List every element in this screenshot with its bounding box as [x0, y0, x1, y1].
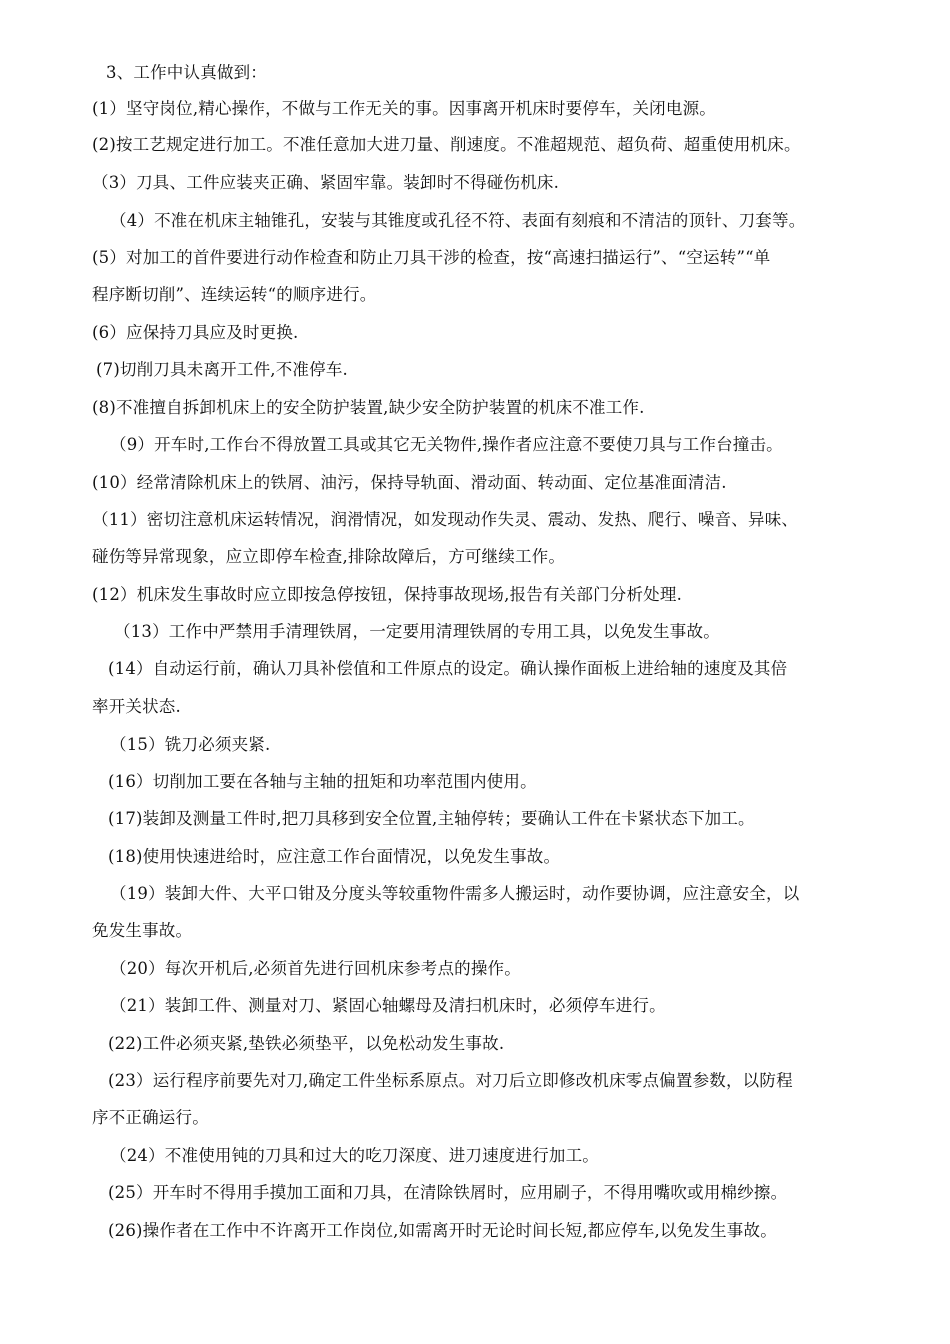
rule-item-19-line-2: 免发生事故。 — [92, 921, 193, 940]
rule-item-24: （24）不准使用钝的刀具和过大的吃刀深度、进刀速度进行加工。 — [110, 1146, 599, 1165]
rule-item-9: （9）开车时,工作台不得放置工具或其它无关物件,操作者应注意不要使刀具与工作台撞击。 — [110, 435, 783, 454]
rule-item-16: (16）切削加工要在各轴与主轴的扭矩和功率范围内使用。 — [108, 772, 537, 791]
rule-item-5-line-1: (5）对加工的首件要进行动作检查和防止刀具干涉的检查，按“高速扫描运行”、“空运转”“单 — [92, 248, 771, 267]
rule-item-8: (8)不准擅自拆卸机床上的安全防护装置,缺少安全防护装置的机床不准工作. — [92, 398, 645, 417]
rule-item-23-line-1: (23）运行程序前要先对刀,确定工件坐标系原点。对刀后立即修改机床零点偏置参数，以防程 — [108, 1071, 793, 1090]
rule-item-14-line-1: (14）自动运行前，确认刀具补偿值和工件原点的设定。确认操作面板上进给轴的速度及其倍 — [108, 659, 788, 678]
rule-item-5-line-2: 程序断切削”、连续运转“的顺序进行。 — [92, 285, 377, 304]
rule-item-26: (26)操作者在工作中不许离开工作岗位,如需离开时无论时间长短,都应停车,以免发生事故。 — [108, 1221, 777, 1240]
rule-item-21: （21）装卸工件、测量对刀、紧固心轴螺母及清扫机床时，必须停车进行。 — [110, 996, 666, 1015]
rule-item-7: (7)切削刀具未离开工件,不准停车. — [96, 360, 348, 379]
rule-item-13: （13）工作中严禁用手清理铁屑，一定要用清理铁屑的专用工具，以免发生事故。 — [114, 622, 720, 641]
rule-item-11-line-2: 碰伤等异常现象，应立即停车检查,排除故障后，方可继续工作。 — [92, 547, 566, 566]
rule-item-18: (18)使用快速进给时，应注意工作台面情况，以免发生事故。 — [108, 847, 561, 866]
rule-item-3: （3）刀具、工件应装夹正确、紧固牢靠。装卸时不得碰伤机床. — [92, 173, 560, 192]
rule-item-12: (12）机床发生事故时应立即按急停按钮，保持事故现场,报告有关部门分析处理. — [92, 585, 683, 604]
rule-item-10: (10）经常清除机床上的铁屑、油污，保持导轨面、滑动面、转动面、定位基准面清洁. — [92, 473, 727, 492]
rule-item-17: (17)装卸及测量工件时,把刀具移到安全位置,主轴停转；要确认工件在卡紧状态下加工。 — [108, 809, 755, 828]
rule-item-20: （20）每次开机后,必须首先进行回机床参考点的操作。 — [110, 959, 521, 978]
rule-item-22: (22)工件必须夹紧,垫铁必须垫平，以免松动发生事故. — [108, 1034, 505, 1053]
rule-item-2: (2)按工艺规定进行加工。不准任意加大进刀量、削速度。不准超规范、超负荷、超重使用机床。 — [92, 135, 801, 154]
rule-item-23-line-2: 序不正确运行。 — [92, 1108, 209, 1127]
rule-item-11-line-1: （11）密切注意机床运转情况，润滑情况，如发现动作失灵、震动、发热、爬行、噪音、异味、 — [92, 510, 799, 529]
rule-item-15: （15）铣刀必须夹紧. — [110, 735, 271, 754]
rule-item-4: （4）不准在机床主轴锥孔，安装与其锥度或孔径不符、表面有刻痕和不清洁的顶针、刀套等。 — [110, 211, 806, 230]
rule-item-14-line-2: 率开关状态. — [92, 697, 181, 716]
rule-item-19-line-1: （19）装卸大件、大平口钳及分度头等较重物件需多人搬运时，动作要协调，应注意安全，以 — [110, 884, 800, 903]
rule-item-1: (1）坚守岗位,精心操作，不做与工作无关的事。因事离开机床时要停车，关闭电源。 — [92, 99, 716, 118]
rule-item-6: (6）应保持刀具应及时更换. — [92, 323, 299, 342]
section-heading: 3、工作中认真做到： — [106, 63, 267, 82]
rule-item-25: (25）开车时不得用手摸加工面和刀具，在清除铁屑时，应用刷子，不得用嘴吹或用棉纱擦。 — [108, 1183, 788, 1202]
